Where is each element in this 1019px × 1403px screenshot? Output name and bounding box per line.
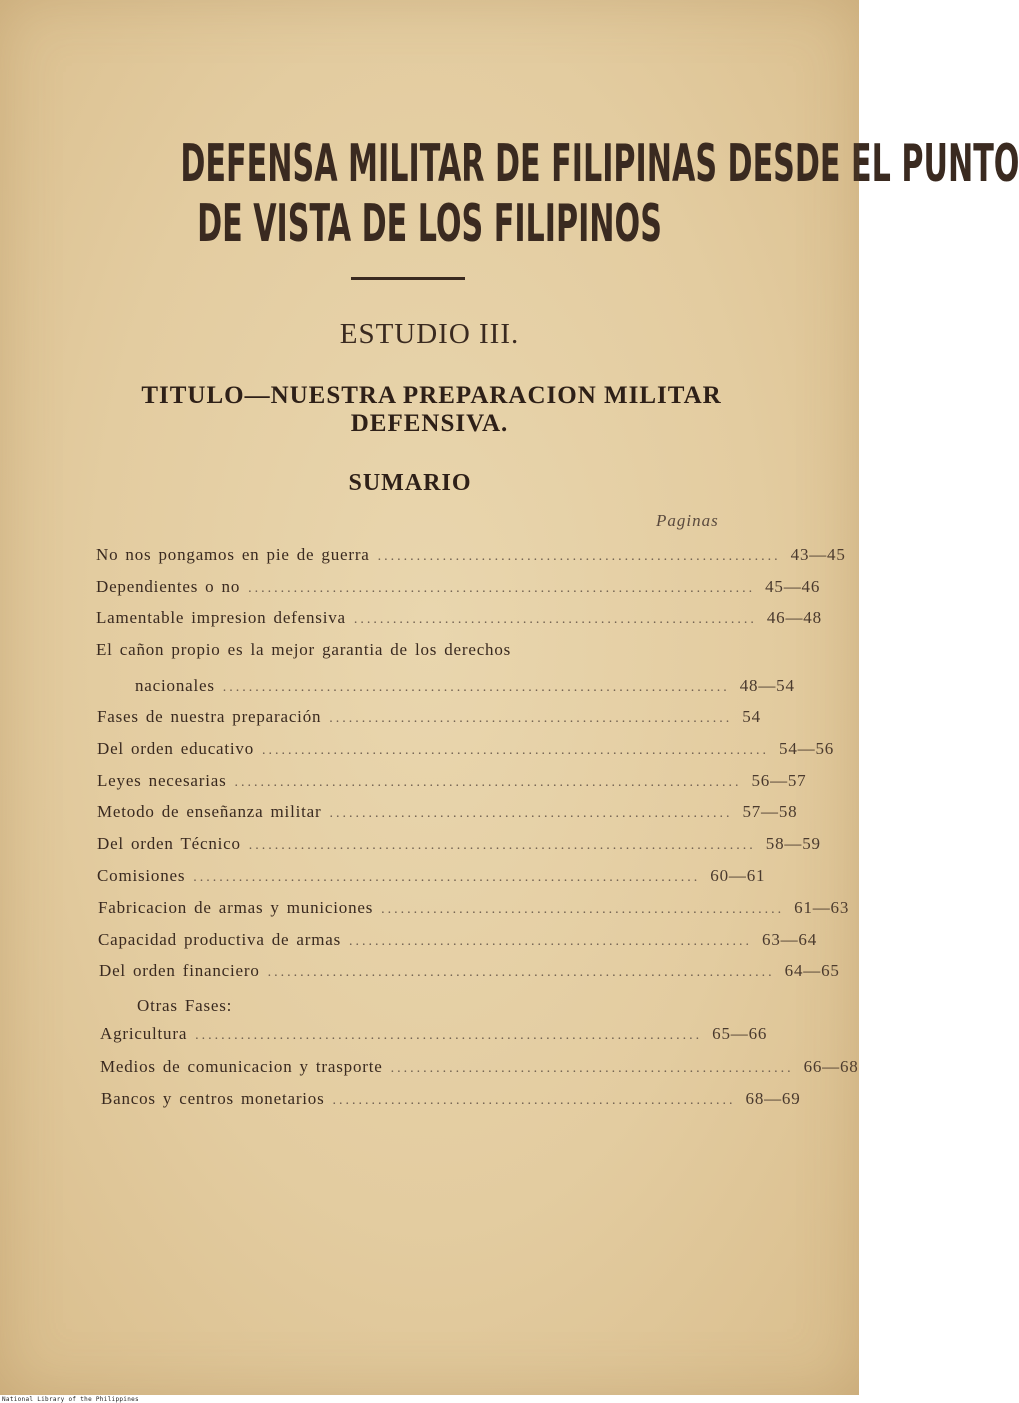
- toc-entry-label: Lamentable impresion defensiva: [96, 608, 346, 627]
- toc-entry: [97, 771, 807, 795]
- toc-entry: [97, 707, 761, 731]
- toc-entry-label: Agricultura: [100, 1024, 188, 1043]
- toc-entry-pages: 66—68: [803, 1057, 859, 1076]
- toc-entry-label: Medios de comunicacion y trasporte: [100, 1057, 383, 1076]
- dot-leader: ..............................................................: [329, 711, 733, 726]
- toc-entry: [97, 866, 766, 890]
- toc-entry-label: Dependientes o no: [96, 577, 241, 596]
- dot-leader: ..............................................................: [329, 806, 733, 821]
- toc-entry: [100, 1024, 768, 1048]
- toc-entry-pages: 58—59: [765, 834, 821, 853]
- toc-entry-pages: 54—56: [779, 739, 835, 758]
- dot-leader: ..............................................................................: [248, 838, 756, 853]
- toc-entry-label: Leyes necesarias: [97, 771, 227, 790]
- toc-entry: [96, 577, 821, 601]
- toc-entry-label: Del orden educativo: [97, 739, 255, 758]
- dot-leader: ..............................................................: [377, 549, 781, 564]
- toc-entry-label: Metodo de enseñanza militar: [97, 802, 322, 821]
- pages-column-label: Paginas: [656, 511, 719, 530]
- dot-leader: ..............................................................................: [195, 1028, 703, 1043]
- toc-entry-pages: 65—66: [712, 1024, 768, 1043]
- toc-entry: [97, 739, 835, 763]
- toc-entry-label: Del orden Técnico: [97, 834, 241, 853]
- toc-entry-label: Del orden financiero: [99, 961, 260, 980]
- toc-entry-pages: 48—54: [739, 676, 795, 695]
- toc-entry-pages: 64—65: [784, 961, 840, 980]
- toc-subheading: Otras Fases:: [137, 996, 233, 1015]
- toc-entry-pages: 61—63: [794, 898, 850, 917]
- toc-entry-pages: 43—45: [790, 545, 846, 564]
- dot-leader: ..............................................................................: [193, 870, 701, 885]
- chapter-title-line-1: TITULO—NUESTRA PREPARACION MILITAR: [141, 382, 722, 409]
- study-heading: ESTUDIO III.: [339, 318, 520, 350]
- dot-leader: ..............................................................: [381, 902, 785, 917]
- toc-entry-pages: 57—58: [742, 802, 798, 821]
- toc-entry: [97, 834, 821, 858]
- dot-leader: ..............................................................................: [267, 965, 775, 980]
- toc-entry-label: Capacidad productiva de armas: [98, 930, 342, 949]
- toc-entry-continuation: nacionales: [135, 676, 215, 695]
- main-title-line-2: DE VISTA DE LOS FILIPINOS: [197, 194, 662, 254]
- toc-entry: [96, 608, 822, 632]
- toc-entry: [96, 545, 846, 569]
- toc-entry-label: Comisiones: [97, 866, 186, 885]
- dot-leader: ..............................................................................: [222, 680, 730, 695]
- library-credit: National Library of the Philippines: [2, 1396, 139, 1403]
- chapter-title-line-2: DEFENSIVA.: [350, 410, 509, 437]
- toc-entry-pages: 46—48: [766, 608, 822, 627]
- toc-entry-label: Bancos y centros monetarios: [101, 1089, 325, 1108]
- toc-entry-pages: 68—69: [745, 1089, 801, 1108]
- toc-entry-pages: 56—57: [751, 771, 807, 790]
- toc-entry-pages: 63—64: [762, 930, 818, 949]
- toc-entry-label: No nos pongamos en pie de guerra: [96, 545, 370, 564]
- toc-entry-pages: 54: [742, 707, 761, 726]
- dot-leader: ..............................................................................: [248, 581, 756, 596]
- toc-entry: [101, 1089, 801, 1113]
- toc-entry-label: Fabricacion de armas y municiones: [98, 898, 374, 917]
- toc-entry: [98, 898, 850, 922]
- title-divider: [351, 277, 465, 280]
- toc-entry: [100, 1057, 859, 1081]
- toc-entry-pages: 60—61: [710, 866, 766, 885]
- main-title-line-1: DEFENSA MILITAR DE FILIPINAS DESDE EL PUNTO: [180, 134, 1019, 194]
- toc-entry-pages: 45—46: [765, 577, 821, 596]
- summary-heading: SUMARIO: [348, 470, 472, 496]
- toc-entry-label: El cañon propio es la mejor garantia de los derechos: [96, 640, 512, 659]
- toc-entry: [97, 802, 798, 826]
- toc-entry: [98, 930, 818, 954]
- toc-entry-label: Fases de nuestra preparación: [97, 707, 322, 726]
- dot-leader: ..............................................................: [390, 1061, 794, 1076]
- toc-entry: [99, 961, 840, 985]
- dot-leader: ..............................................................: [349, 934, 753, 949]
- dot-leader: ..............................................................: [332, 1093, 736, 1108]
- dot-leader: ..............................................................: [353, 612, 757, 627]
- dot-leader: ..............................................................................: [234, 775, 742, 790]
- dot-leader: ..............................................................................: [262, 743, 770, 758]
- toc-entry: [135, 676, 795, 700]
